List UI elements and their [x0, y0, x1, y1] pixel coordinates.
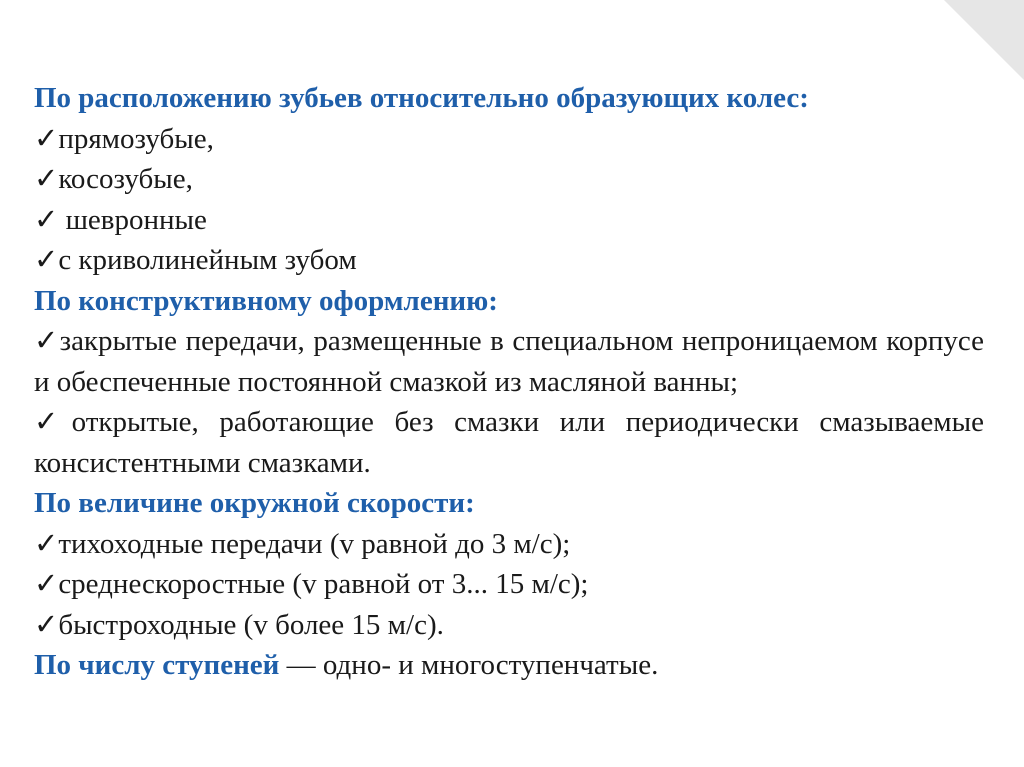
list-item [34, 159, 984, 200]
list-item [34, 240, 984, 281]
list-item [34, 564, 984, 605]
corner-decoration [944, 0, 1024, 80]
section-heading-design: По конструктивному оформлению: [34, 284, 498, 317]
section-stages [34, 645, 984, 686]
list-item-text: с криволинейным зубом [58, 244, 357, 276]
checkmark-icon: ✓ [34, 406, 72, 438]
section-heading-tooth-arrangement: По расположению зубьев относительно образующих колес: [34, 82, 809, 114]
list-item [34, 402, 984, 483]
section-heading-speed: По величине окружной скорости: [34, 487, 475, 519]
list-item-text: тихоходные передачи (v равной до 3 м/с); [58, 527, 571, 560]
checkmark-icon: ✓ [34, 163, 59, 195]
list-item [34, 321, 984, 402]
list-item [34, 200, 984, 241]
list-item-text: закрытые передачи, размещенные в специальном непроницаемом корпусе и обеспеченные постоянной смазкой из масляной ванны; [34, 325, 984, 398]
list-item-text: шевронные [58, 203, 207, 236]
list-item-text: среднескоростные (v равной от 3... 15 м/с); [58, 568, 589, 600]
checkmark-icon: ✓ [34, 244, 59, 276]
list-item [34, 605, 984, 646]
checkmark-icon: ✓ [34, 608, 59, 641]
list-item [34, 524, 984, 565]
list-item-text: косозубые, [58, 163, 193, 195]
checkmark-icon: ✓ [34, 325, 60, 357]
list-item-text: быстроходные (v более 15 м/с). [58, 608, 444, 641]
checkmark-icon: ✓ [34, 122, 59, 155]
list-item-text: открытые, работающие без смазки или периодически смазываемые консистентными смазками. [34, 406, 984, 479]
list-item-text: прямозубые, [58, 122, 214, 155]
checkmark-icon: ✓ [34, 203, 59, 236]
checkmark-icon: ✓ [34, 527, 59, 560]
slide-content [34, 78, 984, 686]
checkmark-icon: ✓ [34, 568, 59, 600]
section-heading-stages: По числу ступеней [34, 649, 280, 681]
section-stages-text: — одно- и многоступенчатые. [279, 649, 659, 681]
list-item [34, 119, 984, 160]
